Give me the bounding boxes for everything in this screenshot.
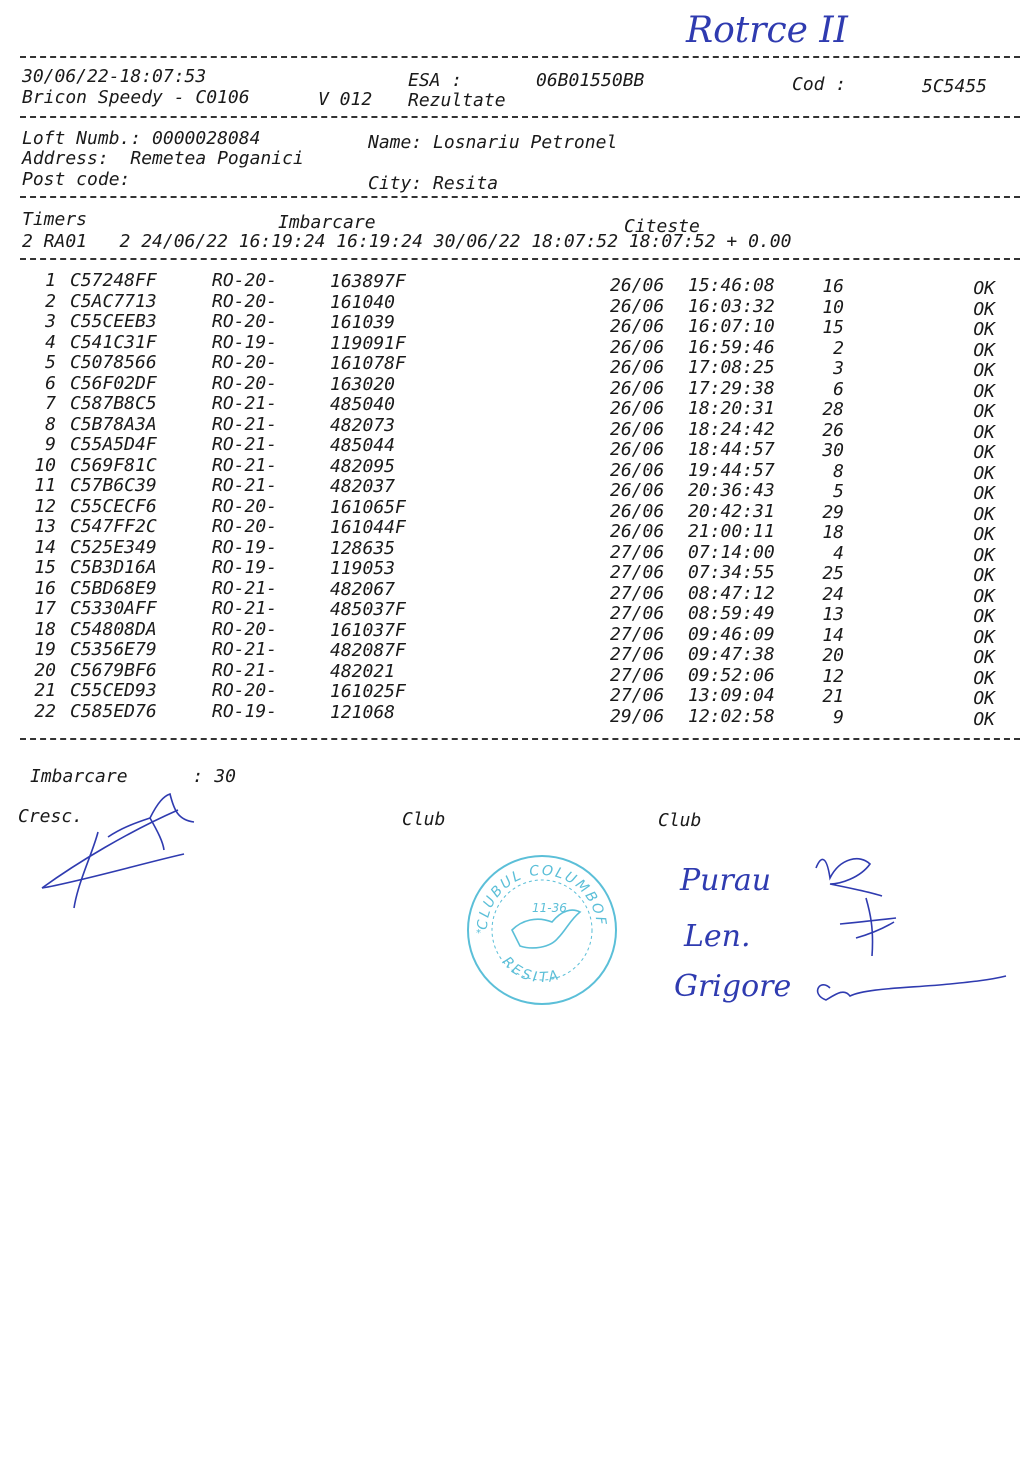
row-chip: C57248FF <box>70 270 157 291</box>
divider <box>20 738 1020 740</box>
row-ring: 163897F <box>330 271 406 292</box>
row-pos: 30 <box>822 440 844 461</box>
handwritten-title-text: Rotrce II <box>686 10 848 51</box>
row-status: OK <box>973 647 995 668</box>
row-status: OK <box>973 442 995 463</box>
row-time: 18:20:31 <box>688 398 775 419</box>
row-status: OK <box>973 606 995 627</box>
row-series: RO-20- <box>212 495 278 517</box>
row-pos: 14 <box>822 624 844 646</box>
row-pos: 3 <box>833 358 844 379</box>
row-time: 16:59:46 <box>688 336 775 358</box>
row-series: RO-21- <box>212 434 278 455</box>
row-date: 26/06 <box>610 521 665 542</box>
row-status: OK <box>973 626 995 648</box>
row-time: 09:47:38 <box>688 644 775 665</box>
row-chip: C5679BF6 <box>70 659 157 681</box>
device-name: Bricon Speedy - C0106 <box>22 87 250 108</box>
row-series: RO-20- <box>212 618 278 640</box>
row-pos: 16 <box>822 276 844 297</box>
row-status: OK <box>973 401 995 422</box>
row-chip: C587B8C5 <box>70 393 157 414</box>
row-n: 19 <box>34 639 56 660</box>
row-date: 26/06 <box>610 357 665 378</box>
row-chip: C547FF2C <box>70 516 157 537</box>
row-time: 09:52:06 <box>688 664 775 686</box>
row-chip: C525E349 <box>70 536 157 558</box>
row-time: 19:44:57 <box>688 459 775 481</box>
row-pos: 28 <box>822 399 844 420</box>
timers-label: Timers <box>22 209 88 230</box>
divider <box>20 56 1020 58</box>
divider <box>20 116 1020 118</box>
row-chip: C5B3D16A <box>70 557 157 578</box>
row-ring: 482087F <box>330 640 406 661</box>
row-ring: 482037 <box>330 476 396 497</box>
row-n: 6 <box>45 372 56 394</box>
row-ring: 161078F <box>330 353 406 374</box>
row-chip: C585ED76 <box>70 700 157 722</box>
club-signatures <box>670 838 1020 1038</box>
row-n: 14 <box>34 536 56 558</box>
row-ring: 163020 <box>330 373 396 395</box>
row-ring: 482067 <box>330 578 396 600</box>
row-date: 26/06 <box>610 275 665 296</box>
row-status: OK <box>973 339 995 361</box>
loft-name: Name: Losnariu Petronel <box>368 132 618 153</box>
row-n: 1 <box>45 270 56 291</box>
row-series: RO-21- <box>212 598 278 619</box>
row-time: 09:46:09 <box>688 623 775 645</box>
row-date: 27/06 <box>610 664 665 686</box>
row-pos: 26 <box>822 419 844 441</box>
row-status: OK <box>973 688 995 709</box>
divider <box>20 258 1020 260</box>
row-n: 15 <box>34 557 56 578</box>
row-pos: 20 <box>822 645 844 666</box>
row-status: OK <box>973 380 995 402</box>
row-series: RO-20- <box>212 372 278 394</box>
svg-text:*: * <box>476 928 481 939</box>
row-pos: 13 <box>822 604 844 625</box>
loft-city: City: Resita <box>368 173 499 194</box>
row-status: OK <box>973 319 995 340</box>
loft-postcode: Post code: <box>22 169 131 190</box>
row-chip: C569F81C <box>70 454 157 476</box>
row-time: 20:36:43 <box>688 480 775 501</box>
row-chip: C55CED93 <box>70 680 157 701</box>
row-status: OK <box>973 708 995 730</box>
esa-label: ESA : <box>408 70 463 91</box>
row-ring: 128635 <box>330 537 396 559</box>
row-chip: C5330AFF <box>70 598 157 619</box>
citeste-label: Citeste <box>624 216 700 237</box>
row-chip: C5078566 <box>70 352 157 373</box>
row-ring: 482095 <box>330 455 396 477</box>
stamp-text-top: CLUBUL COLUMBOF <box>474 862 610 931</box>
row-pos: 24 <box>822 583 844 605</box>
row-n: 9 <box>45 434 56 455</box>
loft-address: Address: Remetea Poganici <box>22 148 304 169</box>
row-series: RO-21- <box>212 413 278 435</box>
row-ring: 161025F <box>330 681 406 702</box>
row-series: RO-21- <box>212 577 278 599</box>
row-time: 21:00:11 <box>688 521 775 542</box>
row-date: 29/06 <box>610 705 665 727</box>
cod-label: Cod : <box>792 74 847 95</box>
row-ring: 121068 <box>330 701 396 723</box>
stamp-text-bottom: RESITA <box>498 953 563 987</box>
row-n: 7 <box>45 393 56 414</box>
row-pos: 25 <box>822 563 844 584</box>
row-series: RO-21- <box>212 475 278 496</box>
row-chip: C55CECF6 <box>70 495 157 517</box>
row-pos: 29 <box>822 501 844 523</box>
row-chip: C54808DA <box>70 618 157 640</box>
esa-value: 06B01550BB <box>536 70 645 91</box>
divider <box>20 196 1020 198</box>
row-status: OK <box>973 278 995 299</box>
row-pos: 6 <box>833 378 844 400</box>
row-ring: 161065F <box>330 496 406 518</box>
row-n: 21 <box>34 680 56 701</box>
row-ring: 482021 <box>330 660 396 682</box>
header-datetime: 30/06/22-18:07:53 <box>22 66 207 87</box>
club-signature-name-3: Grigore <box>674 969 792 1004</box>
row-pos: 9 <box>833 706 844 728</box>
row-time: 17:08:25 <box>688 357 775 378</box>
row-date: 27/06 <box>610 562 665 583</box>
row-status: OK <box>973 483 995 504</box>
row-n: 11 <box>34 475 56 496</box>
row-date: 26/06 <box>610 459 665 481</box>
row-ring: 161037F <box>330 619 406 641</box>
imbarcare-total: Imbarcare : 30 <box>30 766 236 787</box>
row-pos: 21 <box>822 686 844 707</box>
loft-number: Loft Numb.: 0000028084 <box>22 128 261 149</box>
row-date: 27/06 <box>610 644 665 665</box>
row-chip: C5356E79 <box>70 639 157 660</box>
row-chip: C55CEEB3 <box>70 311 157 332</box>
row-time: 12:02:58 <box>688 705 775 727</box>
row-series: RO-20- <box>212 680 278 701</box>
timers-line: 2 RA01 2 24/06/22 16:19:24 16:19:24 30/06/22 18:07:52 18:07:52 + 0.00 <box>22 231 792 252</box>
row-status: OK <box>973 565 995 586</box>
row-date: 26/06 <box>610 336 665 358</box>
row-date: 26/06 <box>610 500 665 522</box>
row-time: 16:07:10 <box>688 316 775 337</box>
row-series: RO-20- <box>212 516 278 537</box>
row-series: RO-21- <box>212 454 278 476</box>
row-series: RO-20- <box>212 290 278 312</box>
row-series: RO-21- <box>212 393 278 414</box>
row-status: OK <box>973 524 995 545</box>
row-date: 27/06 <box>610 685 665 706</box>
row-time: 16:03:32 <box>688 295 775 317</box>
row-date: 26/06 <box>610 398 665 419</box>
cresc-label: Cresc. <box>18 806 84 827</box>
row-series: RO-19- <box>212 331 278 353</box>
club-label-1: Club <box>402 809 446 830</box>
imbarcare-label: Imbarcare <box>278 212 376 233</box>
row-chip: C56F02DF <box>70 372 157 394</box>
report-mode: Rezultate <box>408 90 506 111</box>
row-time: 07:14:00 <box>688 541 775 563</box>
row-date: 26/06 <box>610 377 665 399</box>
row-series: RO-19- <box>212 536 278 558</box>
row-ring: 161044F <box>330 517 406 538</box>
row-series: RO-21- <box>212 639 278 660</box>
row-n: 5 <box>45 352 56 373</box>
row-series: RO-20- <box>212 270 278 291</box>
row-status: OK <box>973 462 995 484</box>
row-series: RO-19- <box>212 557 278 578</box>
stamp-number: 11-36 <box>532 901 567 915</box>
row-n: 3 <box>45 311 56 332</box>
row-date: 26/06 <box>610 439 665 460</box>
row-date: 27/06 <box>610 623 665 645</box>
svg-text:CLUBUL COLUMBOFIL <box>462 850 609 930</box>
row-chip: C5BD68E9 <box>70 577 157 599</box>
row-pos: 2 <box>833 337 844 359</box>
row-time: 08:59:49 <box>688 603 775 624</box>
row-status: OK <box>973 585 995 607</box>
row-chip: C57B6C39 <box>70 475 157 496</box>
row-date: 27/06 <box>610 541 665 563</box>
row-pos: 12 <box>822 665 844 687</box>
row-pos: 8 <box>833 460 844 482</box>
row-series: RO-20- <box>212 352 278 373</box>
row-n: 20 <box>34 659 56 681</box>
row-date: 26/06 <box>610 295 665 317</box>
row-pos: 18 <box>822 522 844 543</box>
breeder-signature <box>38 792 208 917</box>
cod-value: 5C5455 <box>922 76 988 97</box>
row-time: 13:09:04 <box>688 685 775 706</box>
dove-icon <box>512 910 580 948</box>
row-ring: 161039 <box>330 312 396 333</box>
row-n: 17 <box>34 598 56 619</box>
row-ring: 485040 <box>330 394 396 415</box>
row-time: 18:24:42 <box>688 418 775 440</box>
row-n: 18 <box>34 618 56 640</box>
row-pos: 4 <box>833 542 844 564</box>
row-status: OK <box>973 360 995 381</box>
row-chip: C55A5D4F <box>70 434 157 455</box>
row-n: 2 <box>45 290 56 312</box>
row-ring: 119091F <box>330 332 406 354</box>
row-status: OK <box>973 298 995 320</box>
club-stamp <box>462 850 622 1015</box>
club-label-2: Club <box>658 810 702 831</box>
row-n: 8 <box>45 413 56 435</box>
row-status: OK <box>973 421 995 443</box>
row-n: 4 <box>45 331 56 353</box>
club-signature-name-1: Purau <box>680 863 772 898</box>
row-n: 13 <box>34 516 56 537</box>
row-pos: 5 <box>833 481 844 502</box>
row-date: 27/06 <box>610 582 665 604</box>
handwritten-title <box>682 0 882 56</box>
row-status: OK <box>973 544 995 566</box>
row-pos: 15 <box>822 317 844 338</box>
row-pos: 10 <box>822 296 844 318</box>
row-chip: C541C31F <box>70 331 157 353</box>
device-version: V 012 <box>318 89 373 110</box>
row-ring: 485044 <box>330 435 396 456</box>
row-series: RO-21- <box>212 659 278 681</box>
row-ring: 161040 <box>330 291 396 313</box>
row-date: 27/06 <box>610 603 665 624</box>
row-date: 26/06 <box>610 418 665 440</box>
row-status: OK <box>973 667 995 689</box>
row-series: RO-20- <box>212 311 278 332</box>
row-n: 16 <box>34 577 56 599</box>
row-chip: C5B78A3A <box>70 413 157 435</box>
row-n: 22 <box>34 700 56 722</box>
row-chip: C5AC7713 <box>70 290 157 312</box>
row-date: 26/06 <box>610 480 665 501</box>
row-ring: 482073 <box>330 414 396 436</box>
club-signature-name-2: Len. <box>684 919 751 954</box>
row-ring: 119053 <box>330 558 396 579</box>
row-time: 15:46:08 <box>688 275 775 296</box>
row-time: 20:42:31 <box>688 500 775 522</box>
row-time: 08:47:12 <box>688 582 775 604</box>
row-n: 10 <box>34 454 56 476</box>
row-n: 12 <box>34 495 56 517</box>
row-date: 26/06 <box>610 316 665 337</box>
row-ring: 485037F <box>330 599 406 620</box>
row-status: OK <box>973 503 995 525</box>
row-time: 17:29:38 <box>688 377 775 399</box>
row-time: 18:44:57 <box>688 439 775 460</box>
row-series: RO-19- <box>212 700 278 722</box>
row-time: 07:34:55 <box>688 562 775 583</box>
svg-text:RESITA <box>499 954 563 986</box>
